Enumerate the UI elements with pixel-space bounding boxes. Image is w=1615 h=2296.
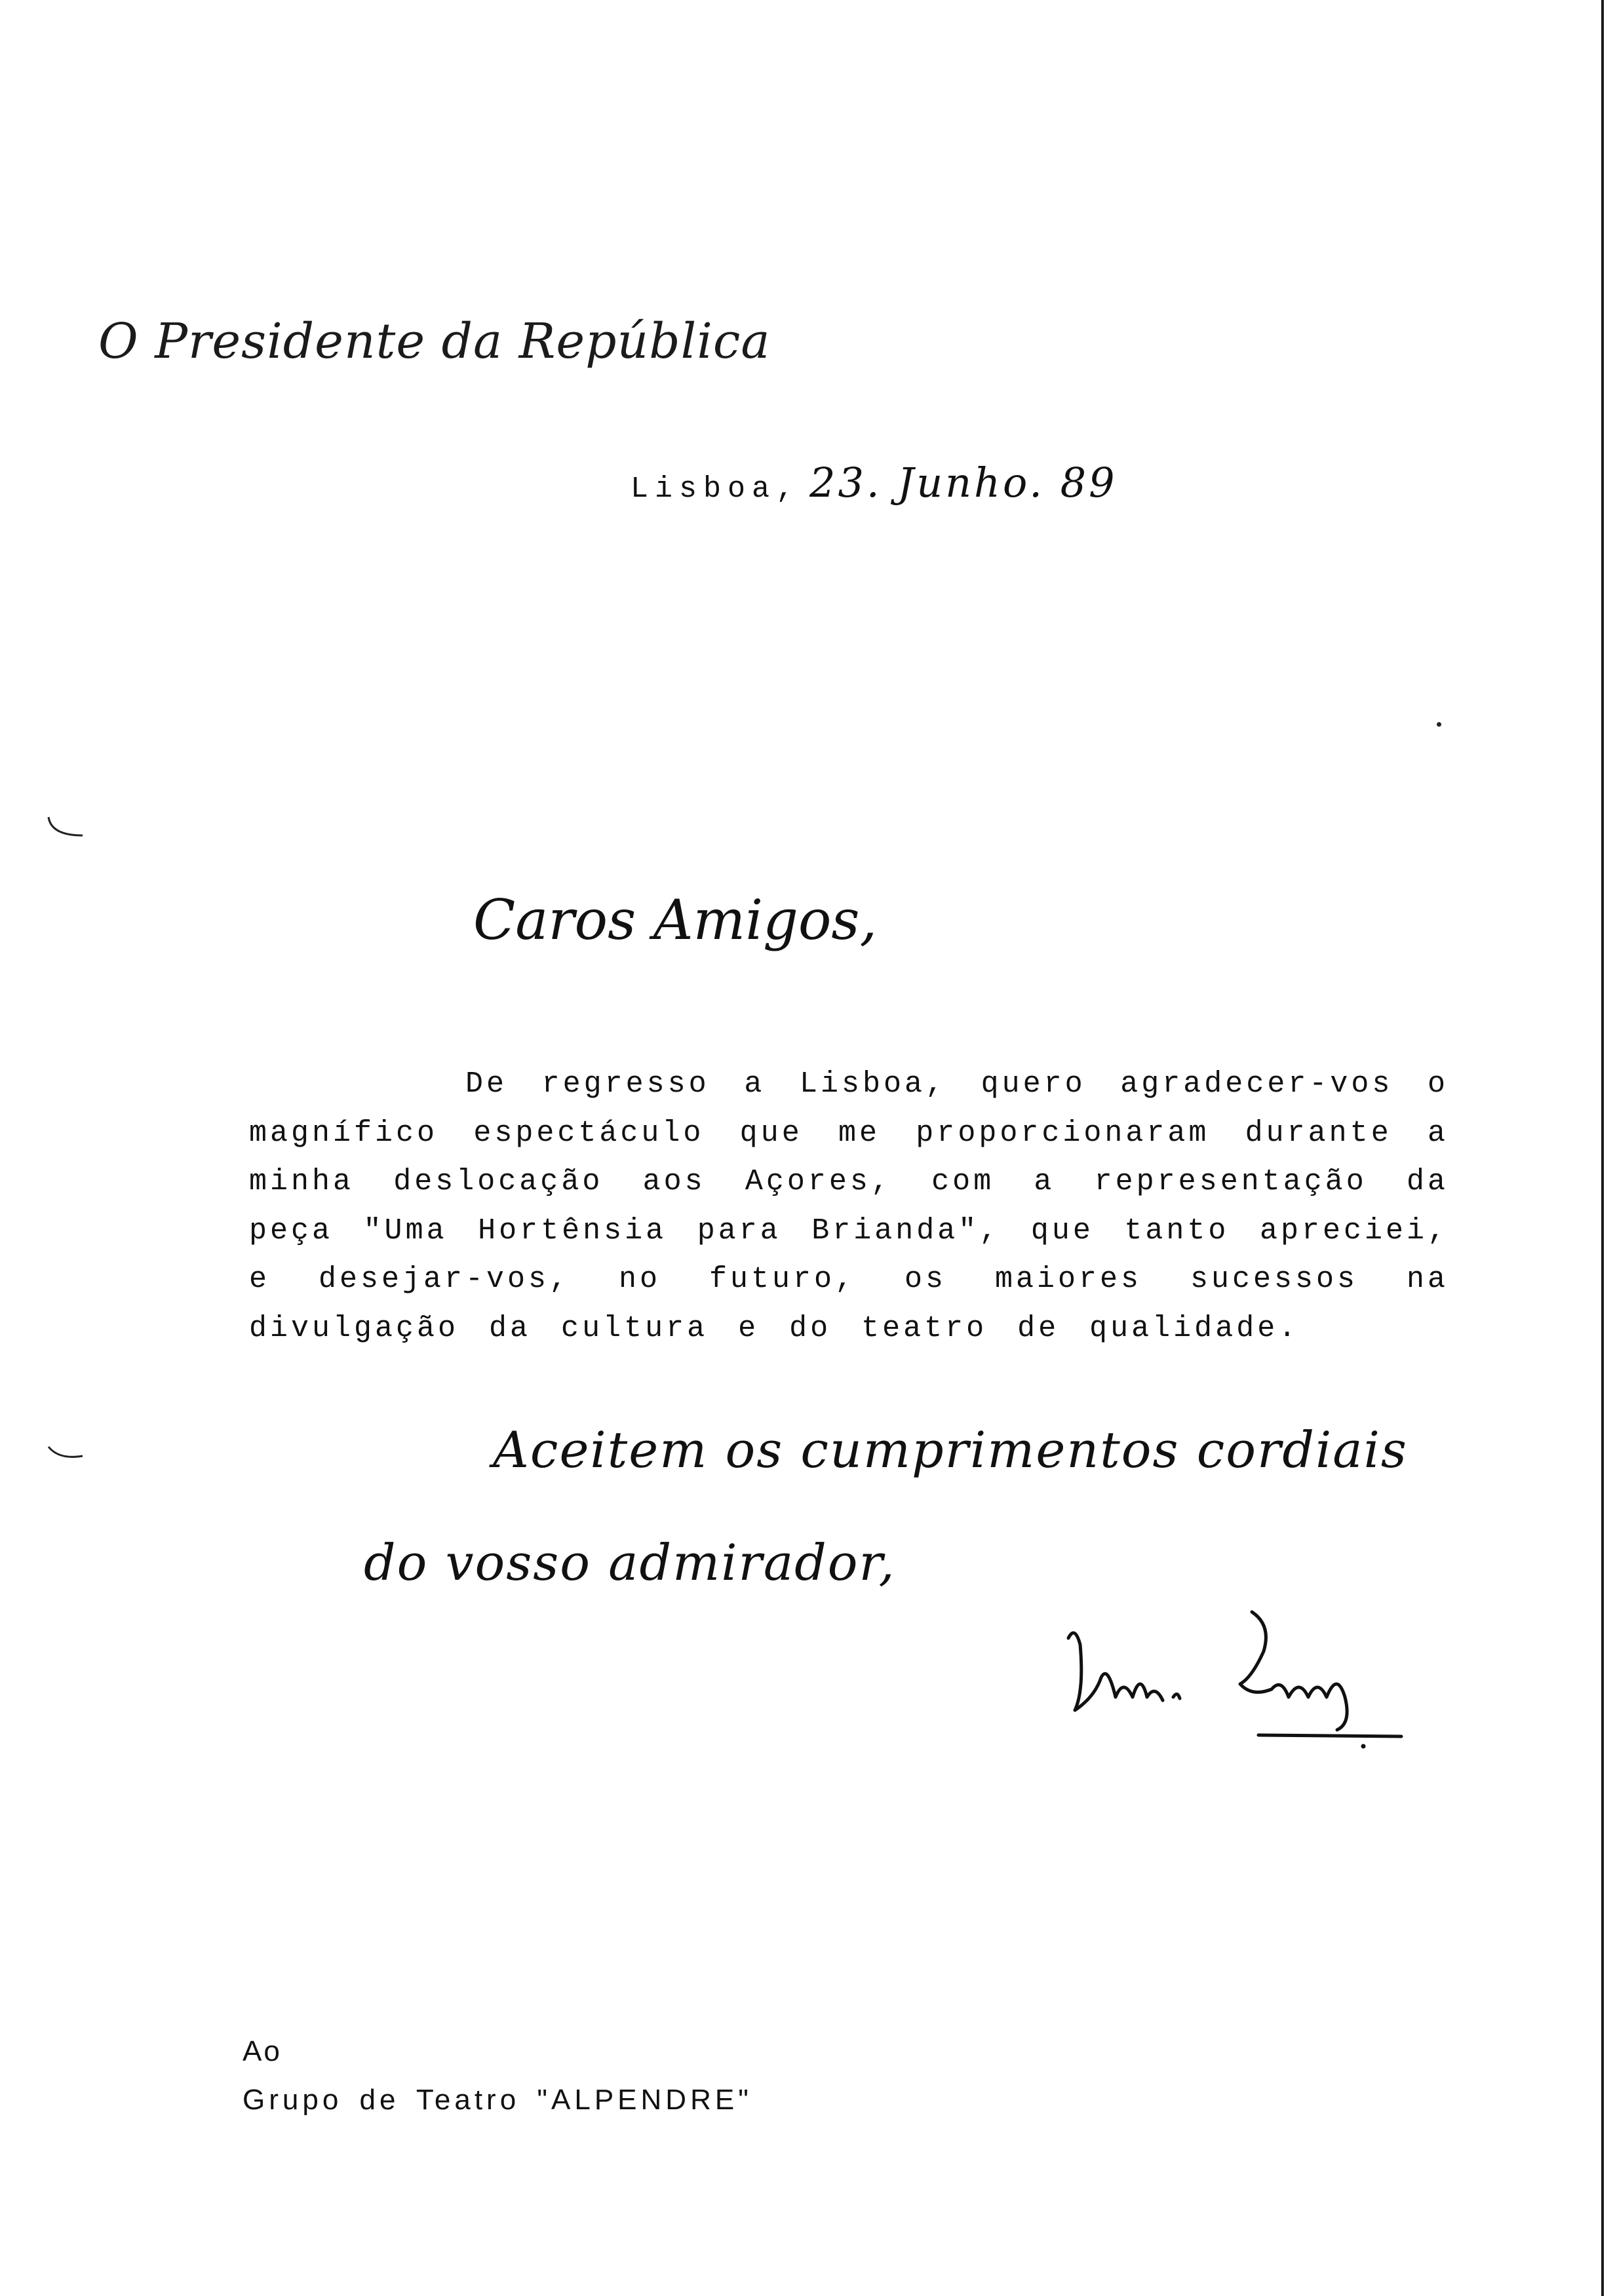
letterhead: O Presidente da República (98, 313, 771, 370)
closing-line-2: do vosso admirador, (364, 1533, 896, 1592)
page-edge-line (1601, 0, 1604, 2296)
addressee-name: Grupo de Teatro "ALPENDRE" (243, 2084, 752, 2116)
greeting: Caros Amigos, (473, 888, 878, 952)
addressee-prefix: Ao (243, 2035, 282, 2067)
margin-punch-mark (46, 1442, 85, 1468)
handwritten-signature (1055, 1599, 1409, 1750)
date-place: Lisboa, (631, 472, 801, 506)
closing-line-1: Aceitem os cumprimentos cordiais (493, 1421, 1408, 1479)
date-handwritten: 23. Junho. 89 (809, 459, 1118, 507)
letter-body: De regresso a Lisboa, quero agradecer-vos o magnífico espectáculo que me proporcionaram durante a minha deslocação aos Açores, com a representação da peça "Uma Hortênsia para Brianda", que tanto apreciei, e desejar-vos, no futuro, os maiores sucessos na divulgação da cultura e do teatro de qualidade. (249, 1067, 1449, 1345)
margin-punch-mark (46, 816, 85, 842)
stray-dot (1437, 722, 1441, 727)
date-line (631, 459, 1118, 507)
